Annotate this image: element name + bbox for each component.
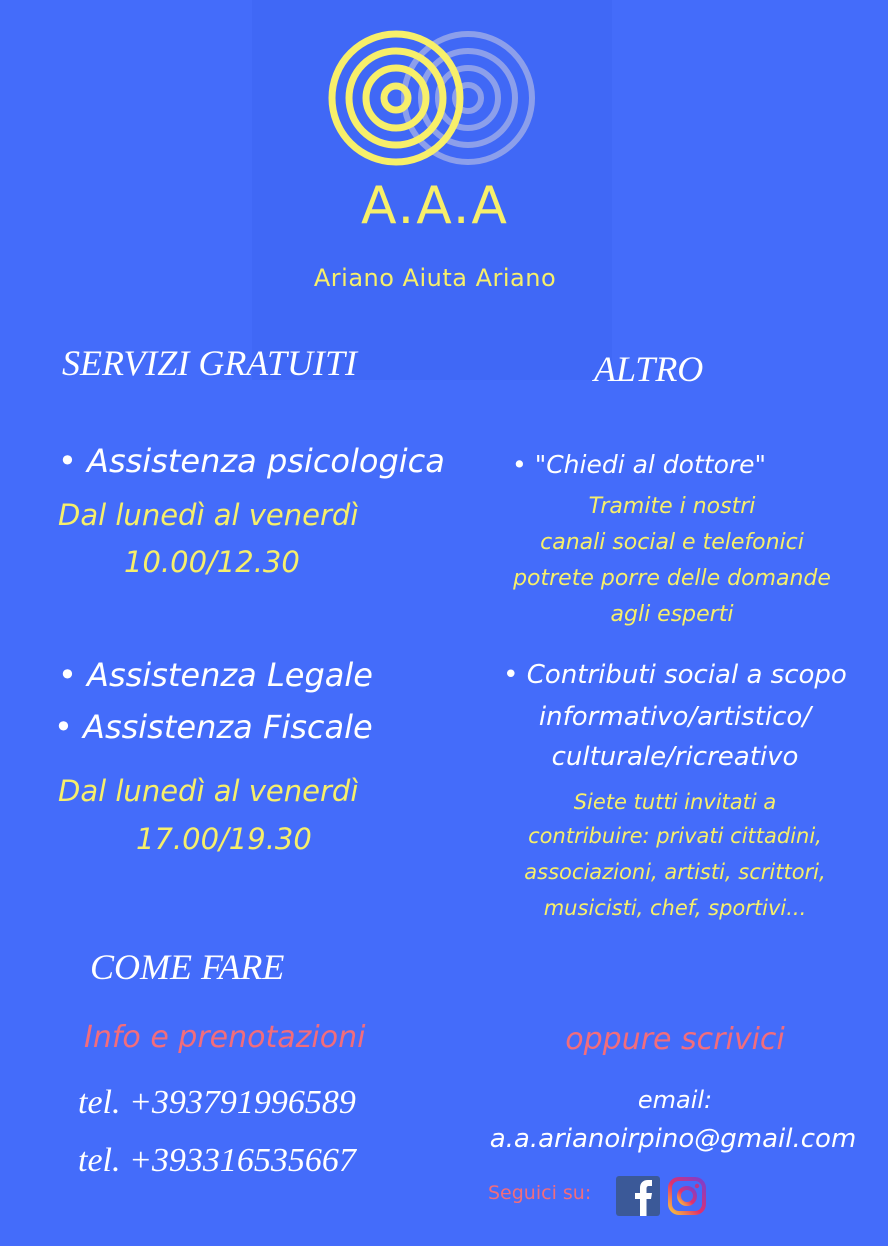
service-legal-fiscal-days: Dal lunedì al venerdì — [58, 774, 359, 808]
services-heading: SERVIZI GRATUITI — [62, 343, 357, 383]
contrib-title-line: • Contributi social a scopo — [503, 660, 847, 690]
instagram-icon[interactable] — [666, 1176, 708, 1216]
contrib-line: Siete tutti invitati a — [573, 790, 777, 814]
info-label: Info e prenotazioni — [84, 1020, 366, 1055]
instagram-glyph-icon — [666, 1176, 708, 1216]
write-label: oppure scrivici — [565, 1022, 785, 1057]
service-legal-title: • Assistenza Legale — [58, 656, 373, 694]
phone-2[interactable]: tel. +393316535667 — [78, 1142, 356, 1179]
service-psychology-title: • Assistenza psicologica — [58, 442, 445, 480]
doctor-line: Tramite i nostri — [588, 494, 756, 519]
email-address[interactable]: a.a.arianoirpino@gmail.com — [489, 1124, 857, 1154]
service-legal-fiscal-hours: 17.00/19.30 — [136, 822, 312, 856]
doctor-line: potrete porre delle domande — [513, 566, 831, 591]
follow-label: Seguici su: — [488, 1182, 592, 1204]
facebook-glyph-icon — [616, 1176, 660, 1216]
logo-rings-icon — [318, 28, 558, 178]
brand-name: Ariano Aiuta Ariano — [313, 264, 557, 292]
service-psychology-days: Dal lunedì al venerdì — [58, 498, 359, 532]
facebook-icon[interactable] — [616, 1176, 660, 1216]
service-fiscal-title: • Assistenza Fiscale — [54, 708, 373, 746]
doctor-line: agli esperti — [610, 602, 734, 627]
contrib-line: contribuire: privati cittadini, — [528, 824, 822, 848]
brand-acronym: A.A.A — [361, 176, 509, 236]
phone-1[interactable]: tel. +393791996589 — [78, 1084, 356, 1121]
contrib-line: musicisti, chef, sportivi... — [543, 896, 807, 920]
contrib-title-line: informativo/artistico/ — [538, 702, 812, 732]
contrib-title-line: culturale/ricreativo — [551, 742, 799, 772]
contrib-line: associazioni, artisti, scrittori, — [524, 860, 826, 884]
email-label: email: — [637, 1086, 713, 1114]
doctor-title: • "Chiedi al dottore" — [512, 450, 767, 479]
service-psychology-hours: 10.00/12.30 — [124, 545, 300, 579]
other-heading: ALTRO — [594, 349, 704, 389]
doctor-line: canali social e telefonici — [540, 530, 804, 555]
how-heading: COME FARE — [90, 947, 285, 987]
